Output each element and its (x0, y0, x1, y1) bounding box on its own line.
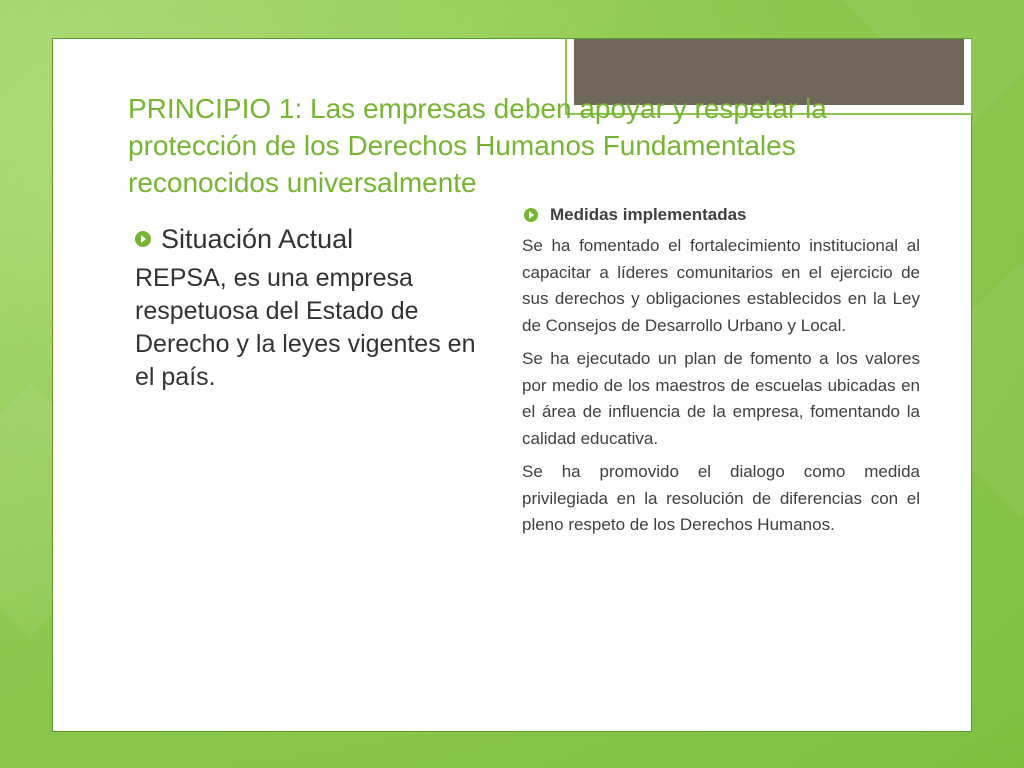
arrow-bullet-icon (135, 231, 151, 247)
arrow-bullet-icon (524, 208, 538, 222)
situation-heading-row (135, 222, 490, 256)
measure-paragraph: Se ha fomentado el fortalecimiento institucional al capacitar a líderes comunitarios en el ejercicio de sus derechos y obligaciones establecidos en la Ley de Consejos de Desarrollo Urbano y Local. (522, 236, 920, 335)
slide-title: PRINCIPIO 1: Las empresas deben apoyar y respetar la protección de los Derechos Humanos Fundamentales reconocidos universalmente (128, 93, 827, 198)
situation-column (135, 222, 490, 394)
measures-heading: Medidas implementadas (550, 205, 747, 224)
situation-heading: Situación Actual (161, 224, 354, 254)
measure-paragraph: Se ha ejecutado un plan de fomento a los valores por medio de los maestros de escuelas ubicadas en el área de influencia de la empresa, fomentando la calidad educativa. (522, 349, 920, 448)
situation-body: REPSA, es una empresa respetuosa del Estado de Derecho y la leyes vigentes en el país. (135, 264, 476, 391)
measures-heading-row (522, 204, 920, 226)
measures-column (522, 204, 920, 539)
measure-paragraph: Se ha promovido el dialogo como medida privilegiada en la resolución de diferencias con el pleno respeto de los Derechos Humanos. (522, 462, 920, 534)
